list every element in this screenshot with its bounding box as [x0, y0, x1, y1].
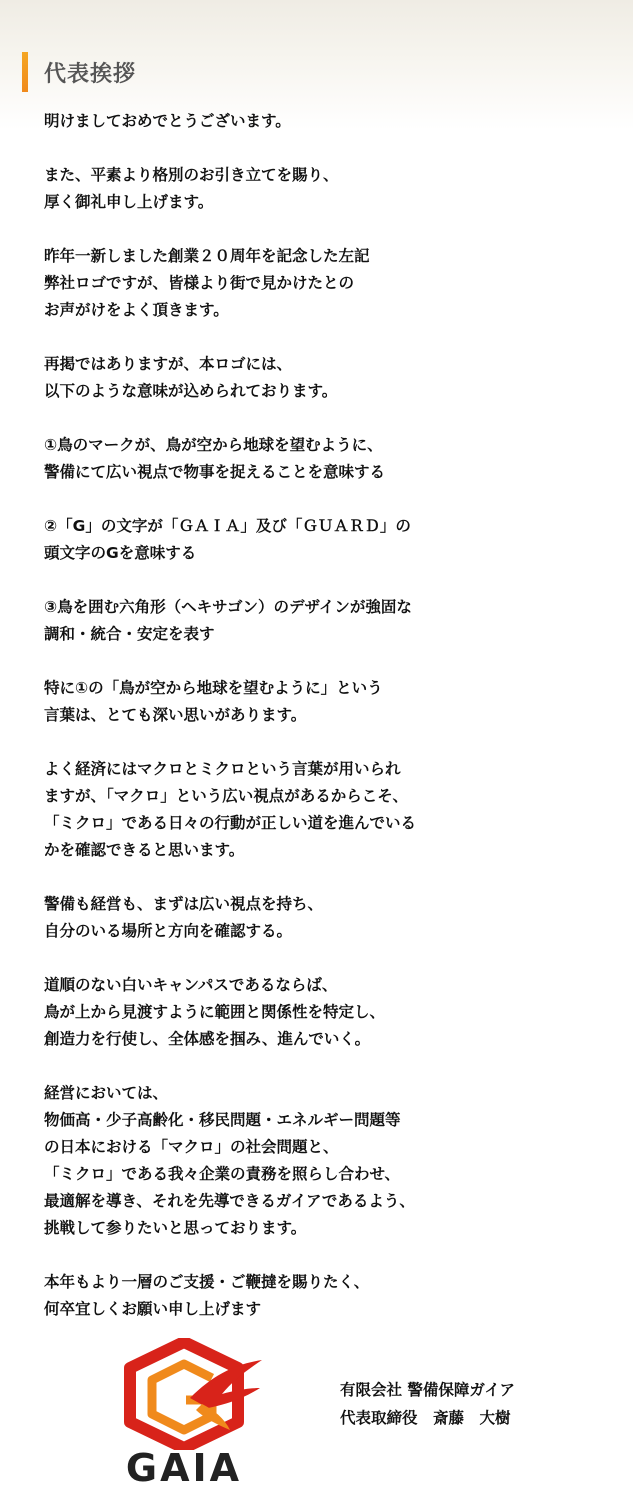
- paragraph-line: 「ミクロ」である日々の行動が正しい道を進んでいる: [44, 814, 417, 832]
- greeting-paragraph: [44, 432, 604, 486]
- greeting-paragraph: [44, 513, 604, 567]
- paragraph-line: 特に①の「鳥が空から地球を望むように」という: [44, 679, 383, 697]
- paragraph-line: 昨年一新しました創業２０周年を記念した左記: [44, 247, 370, 265]
- paragraph-line: ③鳥を囲む六角形（ヘキサゴン）のデザインが強固な: [44, 598, 412, 616]
- paragraph-line: 本年もより一層のご支援・ご鞭撻を賜りたく、: [44, 1273, 370, 1291]
- paragraph-line: 頭文字のGを意味する: [44, 544, 197, 562]
- paragraph-line: よく経済にはマクロとミクロという言葉が用いられ: [44, 760, 401, 778]
- paragraph-line: 経営においては、: [44, 1084, 169, 1102]
- greeting-paragraph: [44, 1080, 604, 1242]
- greeting-paragraph: [44, 351, 604, 405]
- paragraph-line: お声がけをよく頂きます。: [44, 301, 229, 319]
- paragraph-line: また、平素より格別のお引き立てを賜り、: [44, 166, 339, 184]
- paragraph-line: 明けましておめでとうございます。: [44, 112, 291, 130]
- paragraph-line: 物価高・少子高齢化・移民問題・エネルギー問題等: [44, 1111, 401, 1129]
- greeting-paragraph: [44, 243, 604, 324]
- paragraph-line: 厚く御礼申し上げます。: [44, 193, 214, 211]
- logo-emblem-icon: [104, 1338, 264, 1450]
- greeting-paragraph: [44, 891, 604, 945]
- company-name: 有限会社 警備保障ガイア: [340, 1381, 515, 1399]
- greeting-paragraph: [44, 972, 604, 1053]
- greeting-paragraph: [44, 108, 604, 135]
- paragraph-line: の日本における「マクロ」の社会問題と、: [44, 1138, 339, 1156]
- paragraph-line: かを確認できると思います。: [44, 841, 245, 859]
- section-heading: [22, 52, 136, 92]
- greeting-paragraph: [44, 1269, 604, 1323]
- greeting-paragraph: [44, 756, 604, 864]
- representative-name: 代表取締役 斎藤 大樹: [340, 1409, 511, 1427]
- paragraph-line: ②「G」の文字が「ＧＡＩＡ」及び「ＧＵＡＲＤ」の: [44, 517, 411, 535]
- paragraph-line: 自分のいる場所と方向を確認する。: [44, 922, 293, 940]
- paragraph-line: 言葉は、とても深い思いがあります。: [44, 706, 307, 724]
- paragraph-line: 道順のない白いキャンパスであるならば、: [44, 976, 338, 994]
- paragraph-line: 警備にて広い視点で物事を捉えることを意味する: [44, 463, 386, 481]
- paragraph-line: ①鳥のマークが、鳥が空から地球を望むように、: [44, 436, 383, 454]
- paragraph-line: 再掲ではありますが、本ロゴには、: [44, 355, 293, 373]
- signature-block: [340, 1376, 515, 1432]
- heading-accent-bar: [22, 52, 28, 92]
- paragraph-line: 調和・統合・安定を表す: [44, 625, 215, 643]
- paragraph-line: 警備も経営も、まずは広い視点を持ち、: [44, 895, 324, 913]
- greeting-body: [44, 108, 604, 1350]
- paragraph-line: 鳥が上から見渡すように範囲と関係性を特定し、: [44, 1003, 386, 1021]
- greeting-paragraph: [44, 162, 604, 216]
- greeting-paragraph: [44, 594, 604, 648]
- greeting-paragraph: [44, 675, 604, 729]
- logo-wordmark: GAIA: [125, 1446, 243, 1490]
- gaia-logo: [104, 1338, 264, 1490]
- paragraph-line: 最適解を導き、それを先導できるガイアであるよう、: [44, 1192, 415, 1210]
- page-title: 代表挨拶: [44, 61, 137, 87]
- paragraph-line: 創造力を行使し、全体感を掴み、進んでいく。: [44, 1030, 371, 1048]
- paragraph-line: 弊社ロゴですが、皆様より街で見かけたとの: [44, 274, 355, 292]
- paragraph-line: ますが、「マクロ」という広い視点があるからこそ、: [44, 787, 408, 805]
- paragraph-line: 何卒宜しくお願い申し上げます: [44, 1300, 262, 1318]
- paragraph-line: 挑戦して参りたいと思っております。: [44, 1219, 307, 1237]
- paragraph-line: 以下のような意味が込められております。: [44, 382, 338, 400]
- paragraph-line: 「ミクロ」である我々企業の責務を照らし合わせ、: [44, 1165, 401, 1183]
